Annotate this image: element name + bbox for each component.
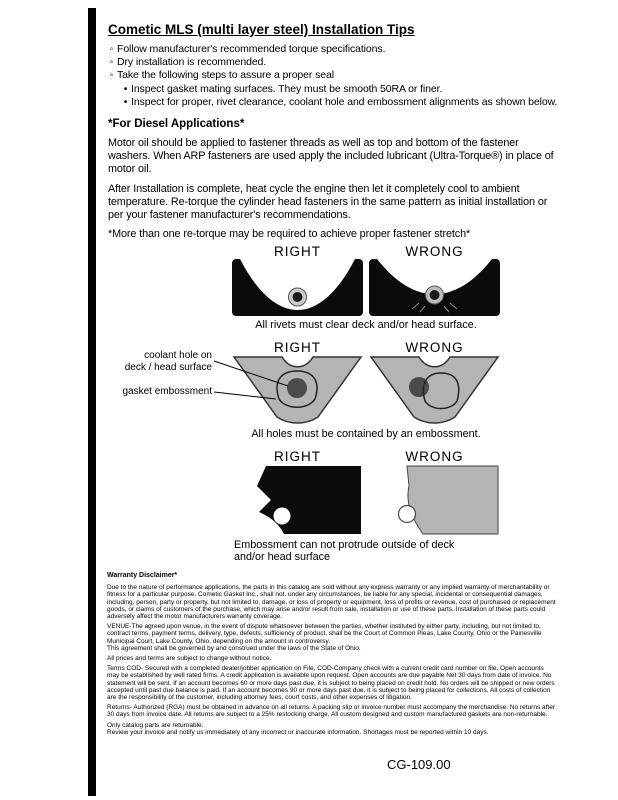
right-label: RIGHT — [274, 449, 321, 465]
rivet-caption: All rivets must clear deck and/or head surface. — [255, 319, 477, 332]
bullet-icon: ◦ — [109, 69, 114, 82]
sub-bullet-icon: • — [123, 82, 128, 95]
document-number: CG-109.00 — [387, 757, 451, 772]
right-label: RIGHT — [274, 340, 321, 356]
bullet-icon: ◦ — [109, 56, 114, 69]
warranty-paragraph: Due to the nature of performance applications, the parts in this catalog are sold without any express warranty or any implied warranty of merchantability or fitness for a particular purpose. Cometic Gasket Inc., shall not, under any circumstances, be liable for any special, incidental or consequential damages, including, person, party or property, but not limited to, damage, or loss of property or equipment, loss of profits or revenue, cost of purchased or replacement goods, or claims of customers of the purchase, which may arise and/or result from sale, installation or use of these parts. Installation of these parts could adversely affect the motor manufacturers warranty coverage. — [107, 584, 556, 621]
diagram-row-rivets — [232, 244, 500, 316]
page-title: Cometic MLS (multi layer steel) Installation Tips — [108, 22, 415, 37]
right-label: RIGHT — [274, 244, 321, 260]
hole-caption: All holes must be contained by an embossment. — [251, 428, 481, 441]
warranty-disclaimer — [107, 572, 556, 739]
wrong-label: WRONG — [405, 449, 464, 465]
tips-list — [106, 43, 564, 109]
wrong-label: WRONG — [405, 340, 464, 356]
diagram-right-column — [232, 449, 363, 536]
diagram-right-column — [232, 244, 363, 316]
tip-text: Follow manufacturer's recommended torque specifications. — [117, 43, 386, 55]
diagram-row-embossment — [232, 449, 500, 536]
warranty-paragraph: Review your invoice and notify us immediately of any incorrect or inaccurate information. Shortages must be reported within 10 days. — [107, 728, 489, 736]
warranty-paragraph: VENUE-The agreed upon venue, in the event of dispute whatsoever between the parties, whether instituted by either party, including, but not limited to, contract terms, payment terms, delivery, type, defects, sufficiency of product, shall be the Court of Common Pleas, Lake County, Ohio or the Painesville Municipal Court, Lake County, Ohio, depending on the amount in controversy. — [107, 623, 542, 645]
hole-contained-diagram — [232, 355, 363, 425]
warranty-paragraph: Only catalog parts are returnable. — [107, 721, 204, 729]
tip-item — [106, 69, 564, 82]
tip-text: Dry installation is recommended. — [117, 56, 267, 69]
main-content — [106, 20, 564, 572]
rivet-clear-diagram — [232, 259, 363, 316]
tip-sub-item — [120, 83, 564, 96]
diagram-wrong-column — [369, 340, 500, 425]
diesel-paragraph-2: After Installation is complete, heat cycle the engine then let it completely cool to ambient temperature. Re-torque the cylinder head fasteners in the same pattern as initial installation or per your fastener manufacturer's recommendations. — [108, 183, 548, 222]
warranty-paragraph: All prices and terms are subject to change without notice. — [107, 655, 272, 663]
embossment-inside-diagram — [232, 464, 363, 536]
rivet-contact-diagram — [369, 259, 500, 316]
diagram-row-holes — [232, 340, 500, 425]
left-margin-bar — [88, 8, 96, 796]
hole-outside-diagram — [369, 355, 500, 425]
warranty-paragraph: Terms COD- Secured with a completed dealer/jobber application on File, COD-Company check with a current credit card number on file. Open accounts may be established by well rated firms. A credit application is available upon request. Open accounts are due payable Net 30 days from date of invoice. No statement will be sent. If an account becomes 60 or more days past due, it is subject to being placed on credit hold. No orders will be shipped or new orders accepted until past due balance is paid. If an account becomes 90 or more days past due, it is subject to being placed for collections. All costs of collection are the responsibility of the customer, including attorney fees, court costs, and other expenses of litigation. — [107, 665, 555, 702]
wrong-label: WRONG — [405, 244, 464, 260]
retorque-note: *More than one re-torque may be required to achieve proper fastener stretch* — [108, 228, 471, 241]
tip-item — [106, 43, 564, 56]
warranty-paragraph: Returns- Authorized (RGA) must be obtained in advance on all returns. A packing slip or invoice number must accompany the merchandise. No returns after 30 days from invoice date. All returns are subject to a 25% restocking charge. All custom designed and custom manufactured gaskets are non-returnable. — [107, 704, 556, 719]
tip-text: Take the following steps to assure a proper seal — [117, 69, 334, 82]
diagram-wrong-column — [369, 449, 500, 536]
diesel-applications-heading: *For Diesel Applications* — [108, 118, 245, 131]
coolant-hole-annotation: coolant hole on deck / head surface — [124, 350, 212, 373]
warranty-paragraph: This agreement shall be governed by and construed under the laws of the State of Ohio. — [107, 644, 361, 652]
tip-item — [106, 56, 564, 69]
gasket-embossment-annotation: gasket embossment — [122, 386, 212, 398]
embossment-caption: Embossment can not protrude outside of deck and/or head surface — [234, 539, 455, 564]
diagram-wrong-column — [369, 244, 500, 316]
sub-bullet-icon: • — [123, 95, 128, 108]
embossment-protruding-diagram — [369, 464, 500, 536]
tip-sub-item — [120, 96, 564, 109]
warranty-heading: Warranty Disclaimer* — [107, 572, 178, 579]
diagrams-section — [122, 244, 500, 564]
diesel-paragraph-1: Motor oil should be applied to fastener threads as well as top and bottom of the fastener washers. When ARP fasteners are used apply the included lubricant (Ultra-Torque®) in place of motor oil. — [108, 137, 554, 176]
tip-text: Inspect for proper, rivet clearance, coolant hole and embossment alignments as shown below. — [131, 95, 558, 108]
bullet-icon: ◦ — [109, 43, 114, 55]
diagram-right-column — [232, 340, 363, 425]
tip-text: Inspect gasket mating surfaces. They must be smooth 50RA or finer. — [131, 82, 443, 95]
